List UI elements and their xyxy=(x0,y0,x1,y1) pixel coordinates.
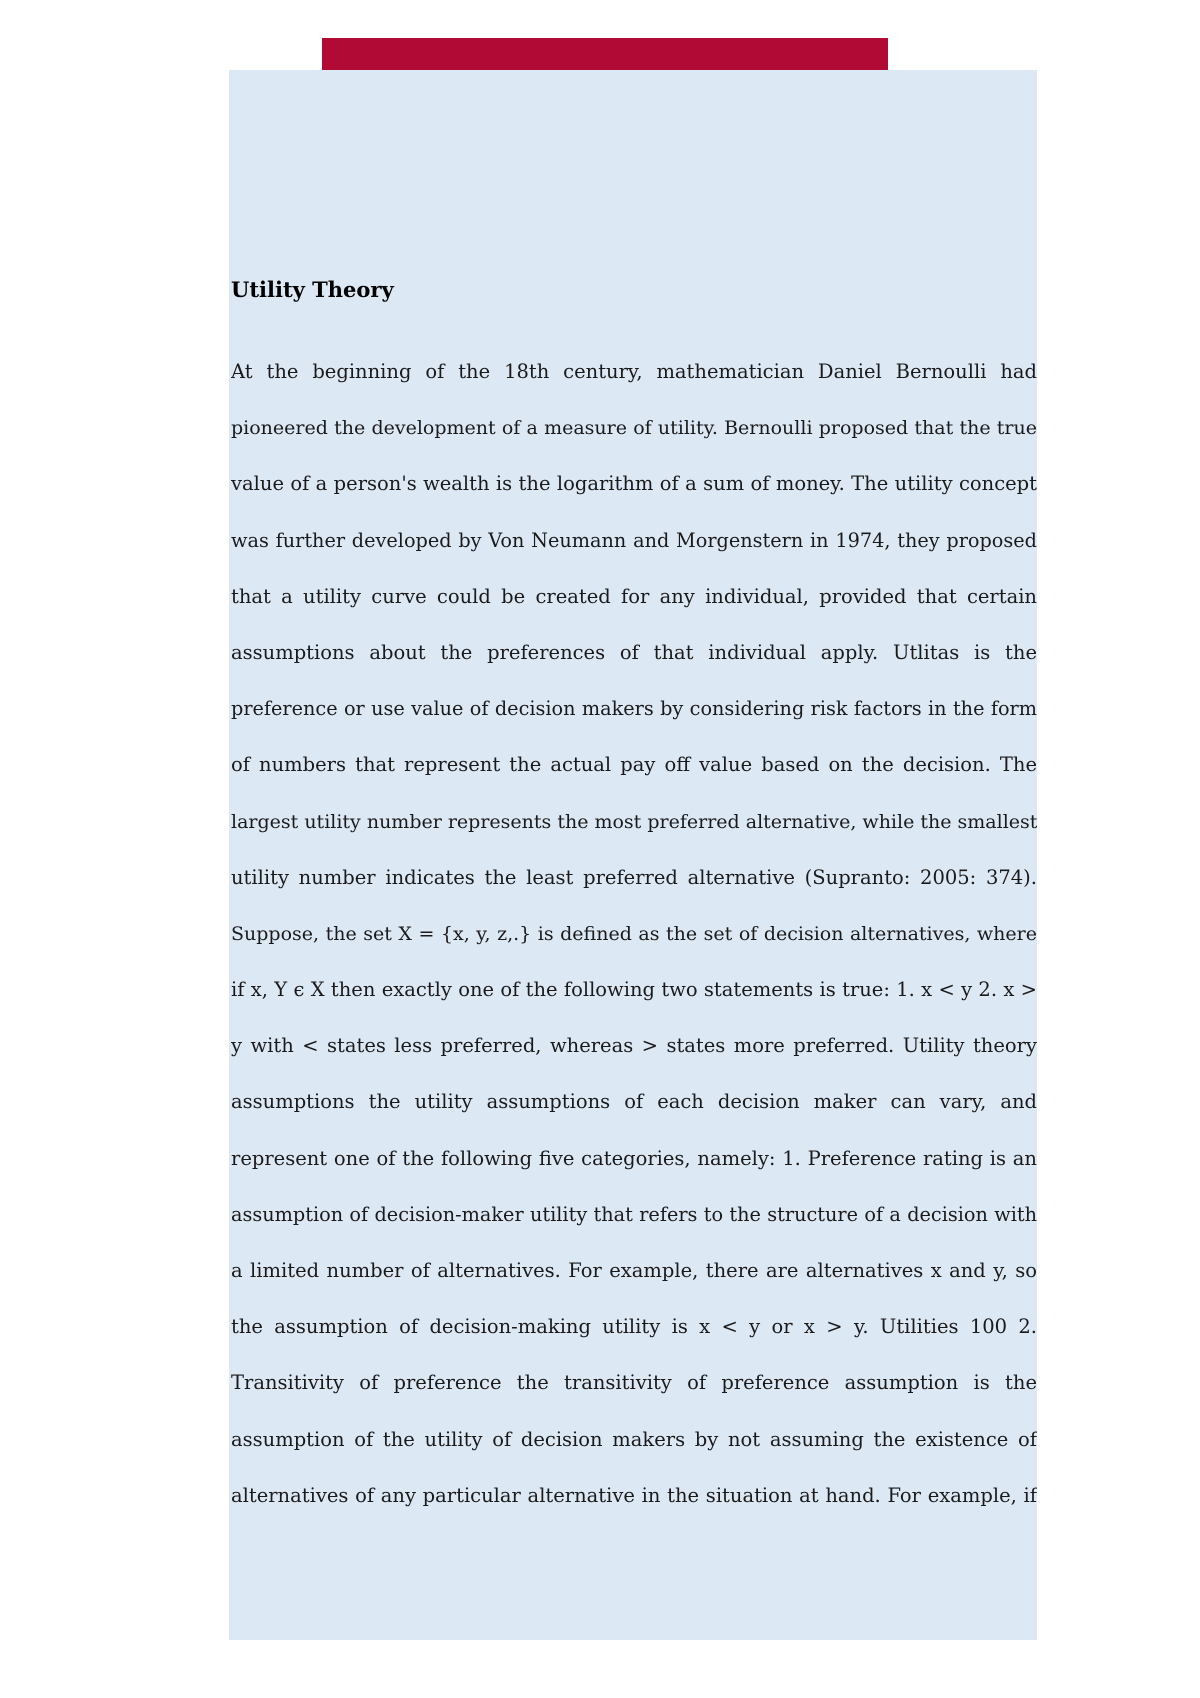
body-paragraph xyxy=(231,344,1037,1524)
text-line: At the beginning of the 18th century, mathematician Daniel Bernoulli had xyxy=(231,360,1037,383)
text-line: assumptions about the preferences of that individual apply. Utlitas is the xyxy=(231,640,1037,664)
text-line: utility number indicates the least preferred alternative (Supranto: 2005: 374). xyxy=(231,865,1037,889)
text-line: value of a person's wealth is the logarithm of a sum of money. The utility concept xyxy=(231,472,1037,496)
text-line: alternatives of any particular alternative in the situation at hand. For example, if xyxy=(231,1483,1037,1507)
text-line: Transitivity of preference the transitivity of preference assumption is the xyxy=(231,1371,1037,1395)
text-line: Suppose, the set X = {x, y, z,.} is defined as the set of decision alternatives, where xyxy=(231,922,1037,945)
text-line: that a utility curve could be created for any individual, provided that certain xyxy=(231,584,1037,608)
text-line: pioneered the development of a measure of utility. Bernoulli proposed that the true xyxy=(231,417,1037,440)
text-line: assumption of the utility of decision makers by not assuming the existence of xyxy=(231,1427,1037,1451)
text-line: represent one of the following five categories, namely: 1. Preference rating is an xyxy=(231,1146,1037,1170)
section-heading: Utility Theory xyxy=(231,277,394,302)
text-line: if x, Y є X then exactly one of the following two statements is true: 1. x < y 2. x > xyxy=(231,978,1037,1002)
text-line: y with < states less preferred, whereas > states more preferred. Utility theory xyxy=(231,1034,1037,1058)
text-line: assumptions the utility assumptions of each decision maker can vary, and xyxy=(231,1090,1037,1114)
text-line: preference or use value of decision makers by considering risk factors in the form xyxy=(231,697,1037,721)
text-line: the assumption of decision-making utility is x < y or x > y. Utilities 100 2. xyxy=(231,1315,1037,1339)
text-line: a limited number of alternatives. For example, there are alternatives x and y, so xyxy=(231,1259,1037,1282)
text-line: of numbers that represent the actual pay off value based on the decision. The xyxy=(231,753,1037,777)
header-accent-bar xyxy=(322,38,888,70)
text-line: assumption of decision-maker utility that refers to the structure of a decision with xyxy=(231,1202,1037,1226)
text-line: was further developed by Von Neumann and Morgenstern in 1974, they proposed xyxy=(231,528,1037,552)
text-line: largest utility number represents the most preferred alternative, while the smallest xyxy=(231,810,1037,833)
